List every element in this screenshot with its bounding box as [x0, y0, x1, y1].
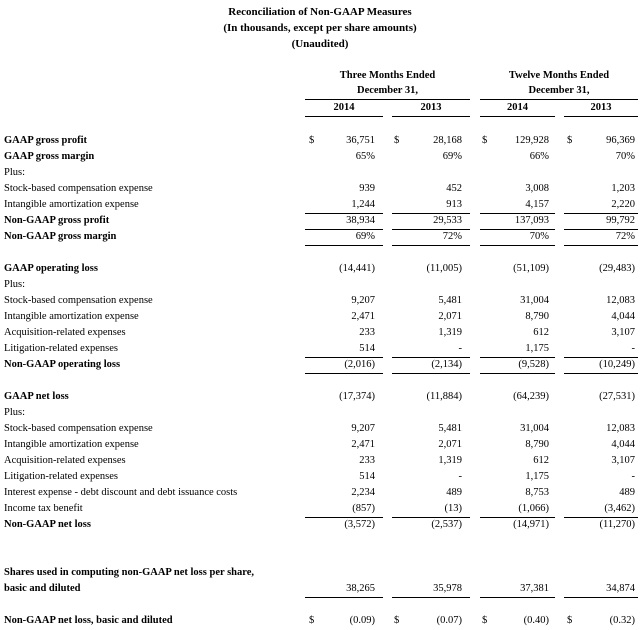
row-value: 233 — [359, 327, 375, 338]
subtotal-rule — [480, 357, 555, 358]
subtotal-rule — [564, 357, 638, 358]
row-label: Intangible amortization expense — [4, 439, 139, 450]
subtotal-rule — [564, 517, 638, 518]
row-value: (0.32) — [609, 615, 635, 626]
row-value: 96,369 — [606, 135, 635, 146]
table-row — [0, 437, 640, 453]
row-label: GAAP gross profit — [4, 135, 88, 146]
table-row — [0, 325, 640, 341]
row-value: - — [631, 471, 635, 482]
row-value: 9,207 — [351, 295, 375, 306]
table-row — [0, 293, 640, 309]
section-rule — [564, 245, 638, 246]
row-value: (27,531) — [599, 391, 635, 402]
row-label: Non-GAAP net loss, basic and diluted — [4, 615, 173, 626]
row-value: (2,537) — [431, 519, 462, 530]
row-value: 35,978 — [433, 583, 462, 594]
row-value: 38,934 — [346, 215, 375, 226]
row-value: 612 — [533, 455, 549, 466]
table-row — [0, 565, 640, 581]
table-row — [0, 261, 640, 277]
table-row — [0, 197, 640, 213]
row-value: (17,374) — [339, 391, 375, 402]
row-value: (13) — [444, 503, 462, 514]
row-value: - — [458, 343, 462, 354]
row-value: 612 — [533, 327, 549, 338]
row-value: 8,753 — [525, 487, 549, 498]
row-value: 31,004 — [520, 423, 549, 434]
row-value: (2,016) — [344, 359, 375, 370]
subtotal-rule — [305, 357, 383, 358]
subtotal-rule — [480, 597, 555, 598]
row-label: GAAP operating loss — [4, 263, 98, 274]
row-value: (11,884) — [426, 391, 462, 402]
row-value: 939 — [359, 183, 375, 194]
row-value: (9,528) — [518, 359, 549, 370]
row-value: 1,319 — [438, 327, 462, 338]
subtotal-rule — [480, 213, 555, 214]
row-label: Plus: — [4, 279, 26, 290]
table-row — [0, 613, 640, 629]
table-row — [0, 181, 640, 197]
row-value: (29,483) — [599, 263, 635, 274]
table-row — [0, 421, 640, 437]
row-value: 1,175 — [525, 471, 549, 482]
row-value: 129,928 — [514, 135, 549, 146]
table-row — [0, 581, 640, 597]
row-value: 2,071 — [438, 439, 462, 450]
row-value: 70% — [615, 151, 635, 162]
row-value: 2,071 — [438, 311, 462, 322]
dollar-sign: $ — [309, 615, 315, 626]
row-value: 452 — [446, 183, 462, 194]
dollar-sign: $ — [482, 615, 488, 626]
row-label: GAAP gross margin — [4, 151, 95, 162]
row-value: (857) — [352, 503, 375, 514]
row-value: 4,044 — [611, 311, 635, 322]
table-row — [0, 213, 640, 229]
table-row — [0, 389, 640, 405]
row-value: 72% — [615, 231, 635, 242]
table-row — [0, 357, 640, 373]
row-value: 29,533 — [433, 215, 462, 226]
table-row — [0, 309, 640, 325]
row-value: 514 — [359, 343, 375, 354]
row-value: 3,107 — [611, 455, 635, 466]
subtotal-rule — [564, 597, 638, 598]
row-value: (3,572) — [344, 519, 375, 530]
row-value: 1,244 — [351, 199, 375, 210]
row-value: (64,239) — [513, 391, 549, 402]
row-label: Stock-based compensation expense — [4, 295, 153, 306]
dollar-sign: $ — [567, 615, 573, 626]
row-value: 2,471 — [351, 439, 375, 450]
row-value: 233 — [359, 455, 375, 466]
row-value: 913 — [446, 199, 462, 210]
row-value: 2,471 — [351, 311, 375, 322]
row-label: Intangible amortization expense — [4, 311, 139, 322]
subtotal-rule — [392, 213, 470, 214]
row-label: Non-GAAP operating loss — [4, 359, 121, 370]
row-value: 36,751 — [346, 135, 375, 146]
row-value: (0.40) — [523, 615, 549, 626]
row-value: 12,083 — [606, 295, 635, 306]
row-value: (0.09) — [349, 615, 375, 626]
section-rule — [564, 373, 638, 374]
row-value: 66% — [529, 151, 549, 162]
subtotal-rule — [392, 517, 470, 518]
row-label: Interest expense - debt discount and debt issuance costs — [4, 487, 238, 498]
row-value: 3,008 — [525, 183, 549, 194]
row-value: 38,265 — [346, 583, 375, 594]
dollar-sign: $ — [309, 135, 315, 146]
row-label: basic and diluted — [4, 583, 81, 594]
row-value: 1,319 — [438, 455, 462, 466]
row-value: (2,134) — [431, 359, 462, 370]
twelve-months-header-line-1: Twelve Months Ended — [508, 70, 610, 81]
dollar-sign: $ — [394, 135, 400, 146]
row-value: 69% — [442, 151, 462, 162]
row-value: 34,874 — [606, 583, 635, 594]
table-row — [0, 165, 640, 181]
three-months-header-line-1: Three Months Ended — [339, 70, 436, 81]
year-header-y-2013: 2013 — [590, 102, 612, 113]
table-row — [0, 229, 640, 245]
row-value: - — [458, 471, 462, 482]
row-value: (11,270) — [599, 519, 635, 530]
table-row — [0, 405, 640, 421]
table-row — [0, 501, 640, 517]
twelve-months-header-line-2: December 31, — [528, 85, 590, 96]
row-value: (11,005) — [426, 263, 462, 274]
row-value: 65% — [355, 151, 375, 162]
year-rule-1 — [305, 116, 383, 117]
row-value: 31,004 — [520, 295, 549, 306]
row-label: Plus: — [4, 167, 26, 178]
title-line-3: (Unaudited) — [291, 38, 349, 50]
title-line-1: Reconciliation of Non-GAAP Measures — [228, 6, 412, 18]
three-months-rule — [305, 99, 470, 100]
year-rule-3 — [480, 116, 555, 117]
row-label: Intangible amortization expense — [4, 199, 139, 210]
section-rule — [305, 245, 383, 246]
table-row — [0, 485, 640, 501]
row-value: (14,971) — [513, 519, 549, 530]
subtotal-rule — [305, 517, 383, 518]
row-value: 5,481 — [438, 423, 462, 434]
row-label: Non-GAAP gross margin — [4, 231, 117, 242]
row-label: Non-GAAP gross profit — [4, 215, 110, 226]
row-label: GAAP net loss — [4, 391, 69, 402]
year-rule-4 — [564, 116, 638, 117]
row-value: 8,790 — [525, 439, 549, 450]
row-label: Acquisition-related expenses — [4, 455, 126, 466]
row-value: (51,109) — [513, 263, 549, 274]
row-label: Litigation-related expenses — [4, 343, 118, 354]
subtotal-rule — [305, 597, 383, 598]
section-rule — [305, 373, 383, 374]
row-value: 137,093 — [514, 215, 549, 226]
row-value: 37,381 — [520, 583, 549, 594]
row-value: (0.07) — [436, 615, 462, 626]
row-value: 4,157 — [525, 199, 549, 210]
row-value: 5,481 — [438, 295, 462, 306]
row-value: 489 — [619, 487, 635, 498]
dollar-sign: $ — [567, 135, 573, 146]
section-rule — [392, 373, 470, 374]
row-value: 2,220 — [611, 199, 635, 210]
row-value: (10,249) — [599, 359, 635, 370]
year-rule-2 — [392, 116, 470, 117]
dollar-sign: $ — [394, 615, 400, 626]
section-rule — [480, 245, 555, 246]
year-header-q-2014: 2014 — [333, 102, 355, 113]
row-value: 8,790 — [525, 311, 549, 322]
row-value: 70% — [529, 231, 549, 242]
section-rule — [392, 245, 470, 246]
row-value: (1,066) — [518, 503, 549, 514]
subtotal-rule — [564, 213, 638, 214]
title-line-2: (In thousands, except per share amounts) — [223, 22, 417, 34]
row-value: 4,044 — [611, 439, 635, 450]
three-months-header-line-2: December 31, — [356, 85, 419, 96]
section-rule — [480, 373, 555, 374]
subtotal-rule — [480, 517, 555, 518]
row-value: 9,207 — [351, 423, 375, 434]
row-value: 489 — [446, 487, 462, 498]
table-row — [0, 277, 640, 293]
row-value: 3,107 — [611, 327, 635, 338]
subtotal-rule — [392, 597, 470, 598]
row-label: Shares used in computing non-GAAP net loss per share, — [4, 567, 255, 578]
row-value: - — [631, 343, 635, 354]
table-row — [0, 341, 640, 357]
row-label: Acquisition-related expenses — [4, 327, 126, 338]
row-value: 28,168 — [433, 135, 462, 146]
row-label: Stock-based compensation expense — [4, 183, 153, 194]
table-row — [0, 453, 640, 469]
year-header-y-2014: 2014 — [507, 102, 528, 113]
row-label: Stock-based compensation expense — [4, 423, 153, 434]
row-value: 72% — [442, 231, 462, 242]
table-row — [0, 469, 640, 485]
table-row — [0, 517, 640, 533]
table-row — [0, 133, 640, 149]
row-value: (14,441) — [339, 263, 375, 274]
table-row — [0, 149, 640, 165]
row-value: 69% — [355, 231, 375, 242]
row-value: 12,083 — [606, 423, 635, 434]
row-value: (3,462) — [604, 503, 635, 514]
row-value: 1,175 — [525, 343, 549, 354]
dollar-sign: $ — [482, 135, 488, 146]
year-header-q-2013: 2013 — [420, 102, 442, 113]
row-value: 514 — [359, 471, 375, 482]
subtotal-rule — [305, 213, 383, 214]
row-label: Non-GAAP net loss — [4, 519, 91, 530]
row-label: Litigation-related expenses — [4, 471, 118, 482]
row-value: 2,234 — [351, 487, 375, 498]
row-value: 1,203 — [611, 183, 635, 194]
row-value: 99,792 — [606, 215, 635, 226]
subtotal-rule — [392, 357, 470, 358]
row-label: Plus: — [4, 407, 26, 418]
twelve-months-rule — [480, 99, 638, 100]
row-label: Income tax benefit — [4, 503, 83, 514]
